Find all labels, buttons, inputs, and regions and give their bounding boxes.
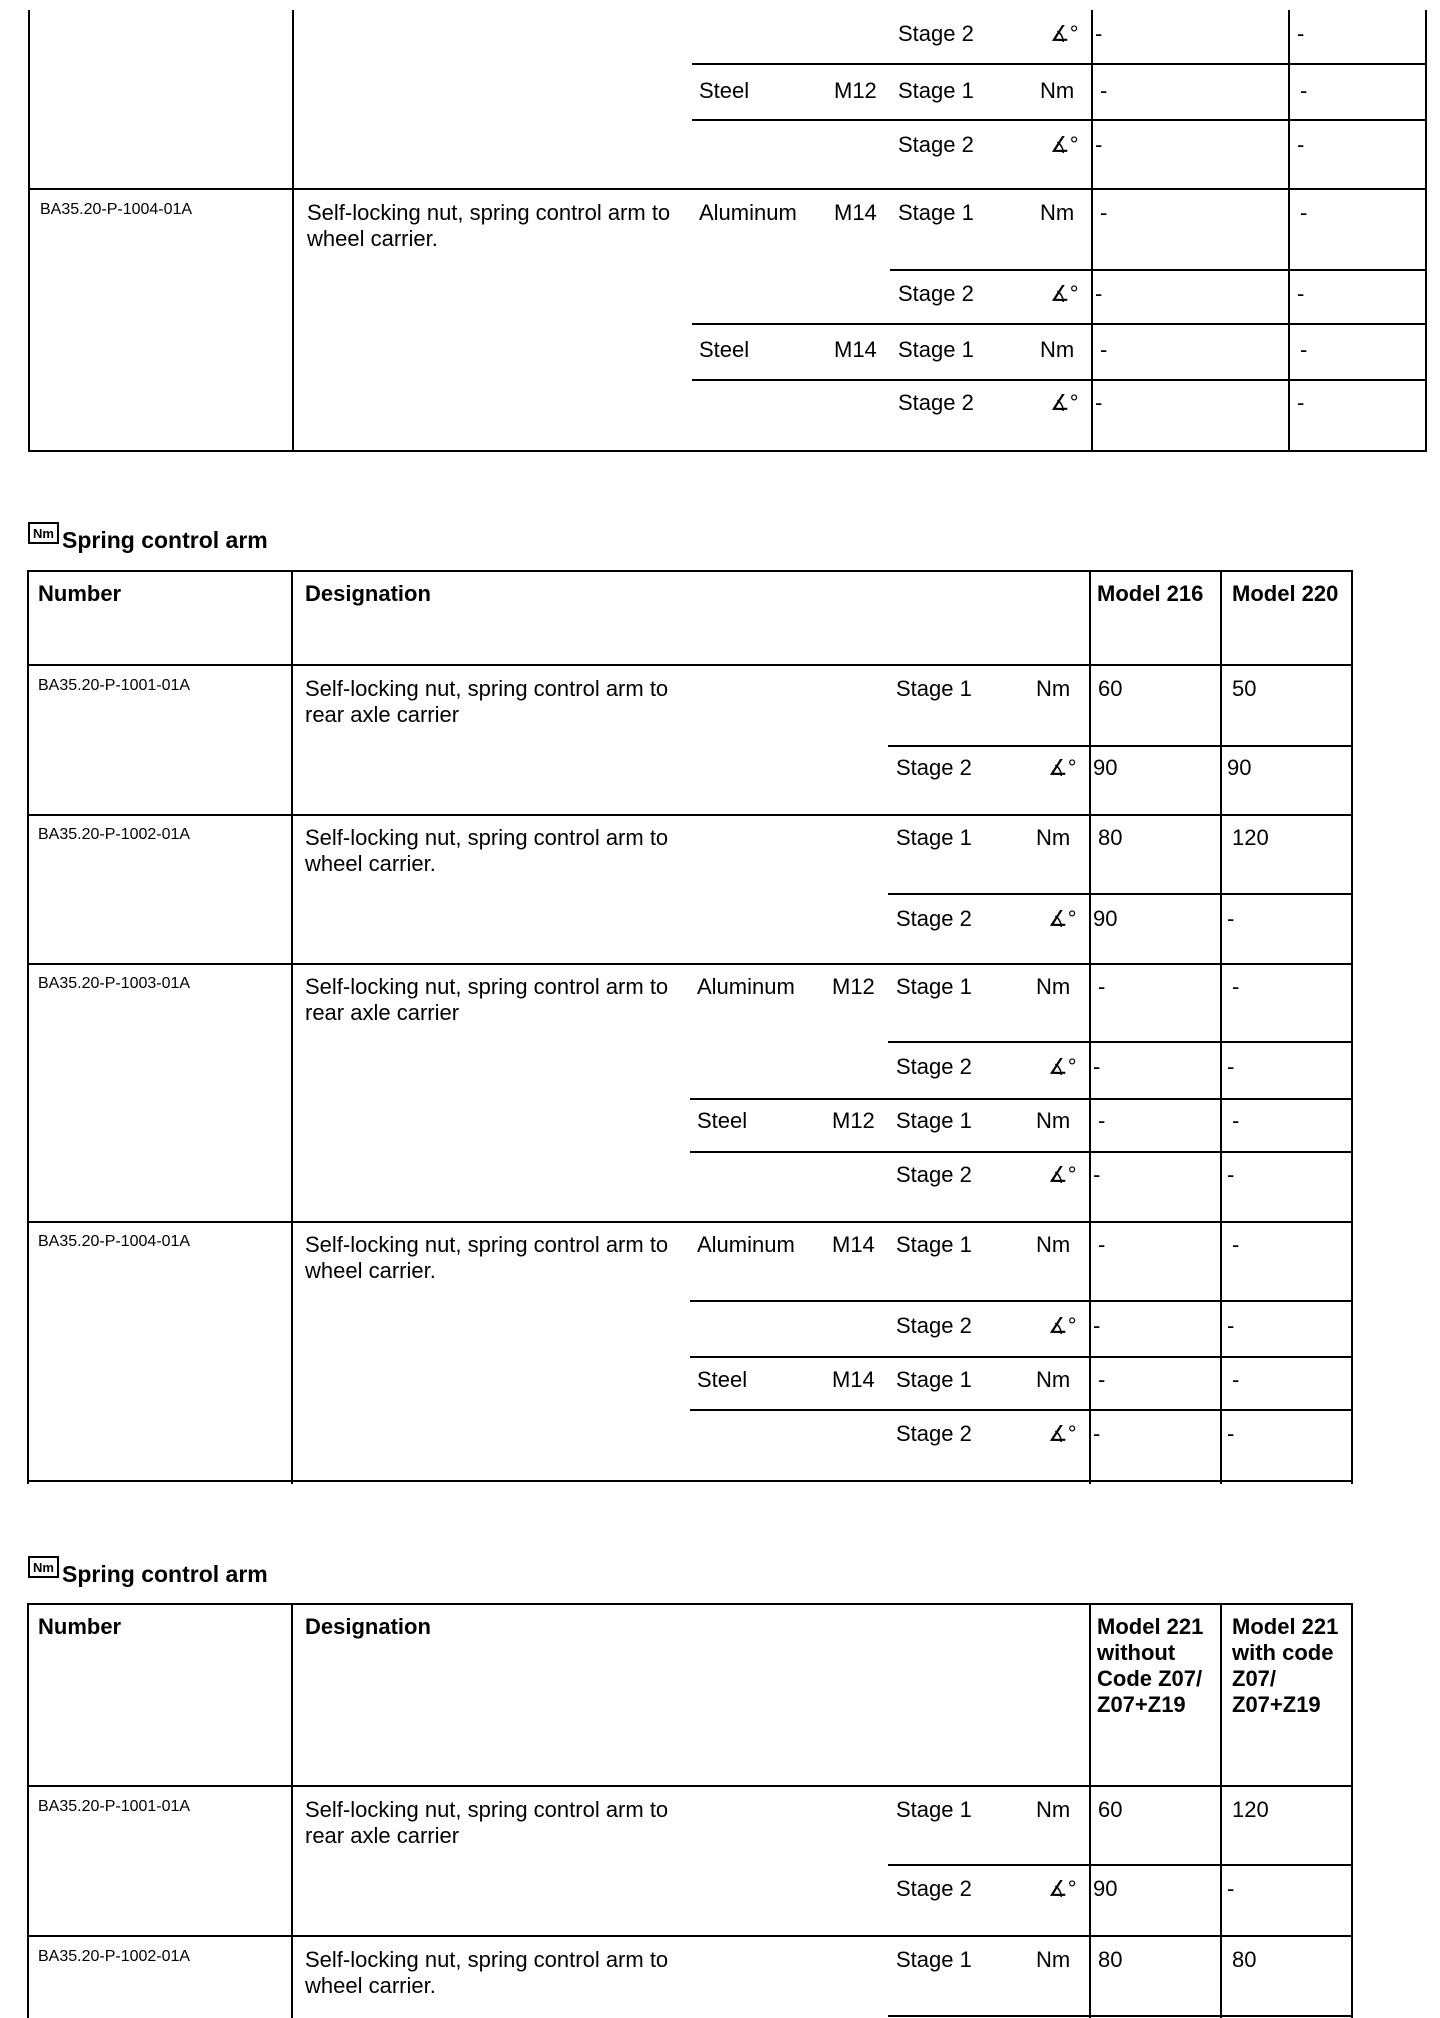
column-header-model-221-without: Model 221 without Code Z07/ Z07+Z19 (1097, 1614, 1204, 1717)
value-cell: - (1093, 1313, 1101, 1338)
grid-line (291, 1603, 293, 2018)
thread-label: M12 (832, 1108, 875, 1133)
stage-label: Stage 2 (896, 1054, 972, 1079)
value-cell: - (1300, 337, 1308, 362)
angle-unit: ∡° (1048, 906, 1077, 931)
stage-label: Stage 1 (896, 1232, 972, 1257)
column-header-model-221-with: Model 221 with code Z07/ Z07+Z19 (1232, 1614, 1339, 1717)
part-number: BA35.20-P-1003-01A (38, 975, 191, 992)
designation: Self-locking nut, spring control arm to wheel carrier. (307, 200, 671, 251)
value-cell: 80 (1098, 1947, 1123, 1972)
angle-unit: ∡° (1050, 390, 1079, 415)
grid-line (1425, 10, 1427, 452)
grid-line (888, 1864, 1353, 1866)
part-number: BA35.20-P-1002-01A (38, 1948, 191, 1965)
stage-label: Stage 2 (896, 755, 972, 780)
grid-line (692, 63, 1427, 65)
material-label: Steel (697, 1108, 748, 1133)
value-cell: - (1227, 1421, 1235, 1446)
nm-icon: Nm (28, 1556, 59, 1578)
value-cell: 120 (1232, 825, 1269, 850)
grid-line (27, 1221, 1353, 1223)
angle-unit: ∡° (1050, 132, 1079, 157)
value-cell: - (1300, 78, 1308, 103)
column-header-designation: Designation (305, 1614, 431, 1639)
value-cell: - (1227, 1876, 1235, 1901)
angle-unit: ∡° (1048, 1313, 1077, 1338)
angle-unit: ∡° (1048, 1421, 1077, 1446)
grid-line (27, 963, 1353, 965)
column-header-designation: Designation (305, 581, 431, 606)
stage-label: Stage 1 (896, 676, 972, 701)
grid-line (690, 1098, 1353, 1100)
material-label: Aluminum (697, 1232, 795, 1257)
grid-line (291, 570, 293, 1484)
angle-unit: ∡° (1050, 281, 1079, 306)
grid-line (692, 323, 1427, 325)
value-cell: - (1227, 1162, 1235, 1187)
value-cell: - (1227, 906, 1235, 931)
grid-line (27, 814, 1353, 816)
grid-line (890, 269, 1427, 271)
value-cell: - (1297, 21, 1305, 46)
grid-line (1351, 1603, 1353, 2018)
grid-line (888, 1041, 1353, 1043)
angle-unit: ∡° (1048, 1162, 1077, 1187)
grid-line (1220, 1603, 1222, 2018)
thread-label: M14 (834, 337, 877, 362)
torque-unit: Nm (1040, 200, 1075, 225)
value-cell: - (1232, 1232, 1240, 1257)
angle-unit: ∡° (1048, 1876, 1077, 1901)
value-cell: - (1232, 1367, 1240, 1392)
thread-label: M14 (832, 1367, 875, 1392)
grid-line (28, 188, 1427, 190)
value-cell: 90 (1093, 1876, 1118, 1901)
column-header-model-216: Model 216 (1097, 581, 1204, 606)
grid-line (27, 1480, 1353, 1482)
value-cell: 90 (1093, 906, 1118, 931)
torque-unit: Nm (1036, 676, 1071, 701)
value-cell: - (1297, 390, 1305, 415)
grid-line (692, 379, 1427, 381)
torque-unit: Nm (1036, 825, 1071, 850)
designation: Self-locking nut, spring control arm to rear axle carrier (305, 1797, 669, 1848)
value-cell: - (1093, 1421, 1101, 1446)
value-cell: - (1297, 281, 1305, 306)
grid-line (27, 664, 1353, 666)
value-cell: 80 (1232, 1947, 1257, 1972)
angle-unit: ∡° (1048, 1054, 1077, 1079)
designation: Self-locking nut, spring control arm to rear axle carrier (305, 974, 669, 1025)
value-cell: - (1095, 281, 1103, 306)
material-label: Steel (699, 78, 750, 103)
grid-line (690, 1356, 1353, 1358)
thread-label: M14 (832, 1232, 875, 1257)
value-cell: - (1098, 1108, 1106, 1133)
value-cell: - (1098, 974, 1106, 999)
value-cell: - (1098, 1232, 1106, 1257)
torque-unit: Nm (1036, 1108, 1071, 1133)
grid-line (1220, 570, 1222, 1484)
stage-label: Stage 2 (896, 1313, 972, 1338)
grid-line (888, 893, 1353, 895)
column-header-number: Number (38, 1614, 122, 1639)
torque-unit: Nm (1036, 1232, 1071, 1257)
stage-label: Stage 1 (898, 337, 974, 362)
value-cell: - (1095, 390, 1103, 415)
material-label: Steel (697, 1367, 748, 1392)
grid-line (292, 10, 294, 452)
value-cell: 50 (1232, 676, 1257, 701)
grid-line (27, 570, 1353, 572)
part-number: BA35.20-P-1004-01A (38, 1233, 191, 1250)
stage-label: Stage 2 (898, 132, 974, 157)
torque-unit: Nm (1036, 1367, 1071, 1392)
stage-label: Stage 2 (898, 390, 974, 415)
value-cell: - (1232, 1108, 1240, 1133)
designation: Self-locking nut, spring control arm to wheel carrier. (305, 825, 669, 876)
stage-label: Stage 1 (896, 1947, 972, 1972)
grid-line (1089, 570, 1091, 1484)
designation: Self-locking nut, spring control arm to wheel carrier. (305, 1232, 669, 1283)
thread-label: M12 (834, 78, 877, 103)
torque-unit: Nm (1036, 974, 1071, 999)
value-cell: 90 (1093, 755, 1118, 780)
nm-icon: Nm (28, 522, 59, 544)
grid-line (888, 2015, 1353, 2017)
grid-line (888, 745, 1353, 747)
material-label: Steel (699, 337, 750, 362)
angle-unit: ∡° (1048, 755, 1077, 780)
stage-label: Stage 1 (898, 200, 974, 225)
value-cell: - (1232, 974, 1240, 999)
angle-unit: ∡° (1050, 21, 1079, 46)
material-label: Aluminum (697, 974, 795, 999)
grid-line (692, 119, 1427, 121)
value-cell: - (1095, 132, 1103, 157)
value-cell: 60 (1098, 676, 1123, 701)
torque-unit: Nm (1036, 1947, 1071, 1972)
value-cell: - (1098, 1367, 1106, 1392)
value-cell: - (1227, 1054, 1235, 1079)
torque-unit: Nm (1036, 1797, 1071, 1822)
value-cell: - (1100, 337, 1108, 362)
column-header-model-220: Model 220 (1232, 581, 1339, 606)
stage-label: Stage 2 (896, 906, 972, 931)
part-number: BA35.20-P-1002-01A (38, 826, 191, 843)
grid-line (27, 1603, 29, 2018)
grid-line (1089, 1603, 1091, 2018)
part-number: BA35.20-P-1001-01A (38, 1798, 191, 1815)
value-cell: - (1095, 21, 1103, 46)
grid-line (690, 1409, 1353, 1411)
grid-line (690, 1151, 1353, 1153)
value-cell: - (1297, 132, 1305, 157)
stage-label: Stage 2 (896, 1421, 972, 1446)
value-cell: - (1300, 200, 1308, 225)
designation: Self-locking nut, spring control arm to rear axle carrier (305, 676, 669, 727)
stage-label: Stage 1 (896, 974, 972, 999)
value-cell: - (1093, 1162, 1101, 1187)
stage-label: Stage 2 (896, 1162, 972, 1187)
torque-unit: Nm (1040, 78, 1075, 103)
column-header-number: Number (38, 581, 122, 606)
grid-line (28, 10, 30, 452)
value-cell: - (1100, 78, 1108, 103)
grid-line (28, 450, 1427, 452)
value-cell: - (1093, 1054, 1101, 1079)
torque-unit: Nm (1040, 337, 1075, 362)
grid-line (690, 1300, 1353, 1302)
stage-label: Stage 2 (898, 281, 974, 306)
stage-label: Stage 1 (896, 1367, 972, 1392)
grid-line (1091, 10, 1093, 452)
grid-line (1351, 570, 1353, 1484)
value-cell: - (1227, 1313, 1235, 1338)
stage-label: Stage 1 (896, 825, 972, 850)
section-title: Spring control arm (62, 1561, 268, 1587)
thread-label: M12 (832, 974, 875, 999)
stage-label: Stage 2 (898, 21, 974, 46)
value-cell: 80 (1098, 825, 1123, 850)
value-cell: 60 (1098, 1797, 1123, 1822)
value-cell: - (1100, 200, 1108, 225)
stage-label: Stage 2 (896, 1876, 972, 1901)
part-number: BA35.20-P-1004-01A (40, 201, 193, 218)
stage-label: Stage 1 (896, 1797, 972, 1822)
grid-line (27, 1603, 1353, 1605)
section-title: Spring control arm (62, 527, 268, 553)
stage-label: Stage 1 (896, 1108, 972, 1133)
value-cell: 120 (1232, 1797, 1269, 1822)
part-number: BA35.20-P-1001-01A (38, 677, 191, 694)
grid-line (27, 1785, 1353, 1787)
grid-line (27, 1935, 1353, 1937)
material-label: Aluminum (699, 200, 797, 225)
grid-line (27, 570, 29, 1484)
designation: Self-locking nut, spring control arm to wheel carrier. (305, 1947, 669, 1998)
value-cell: 90 (1227, 755, 1252, 780)
thread-label: M14 (834, 200, 877, 225)
stage-label: Stage 1 (898, 78, 974, 103)
grid-line (1288, 10, 1290, 452)
